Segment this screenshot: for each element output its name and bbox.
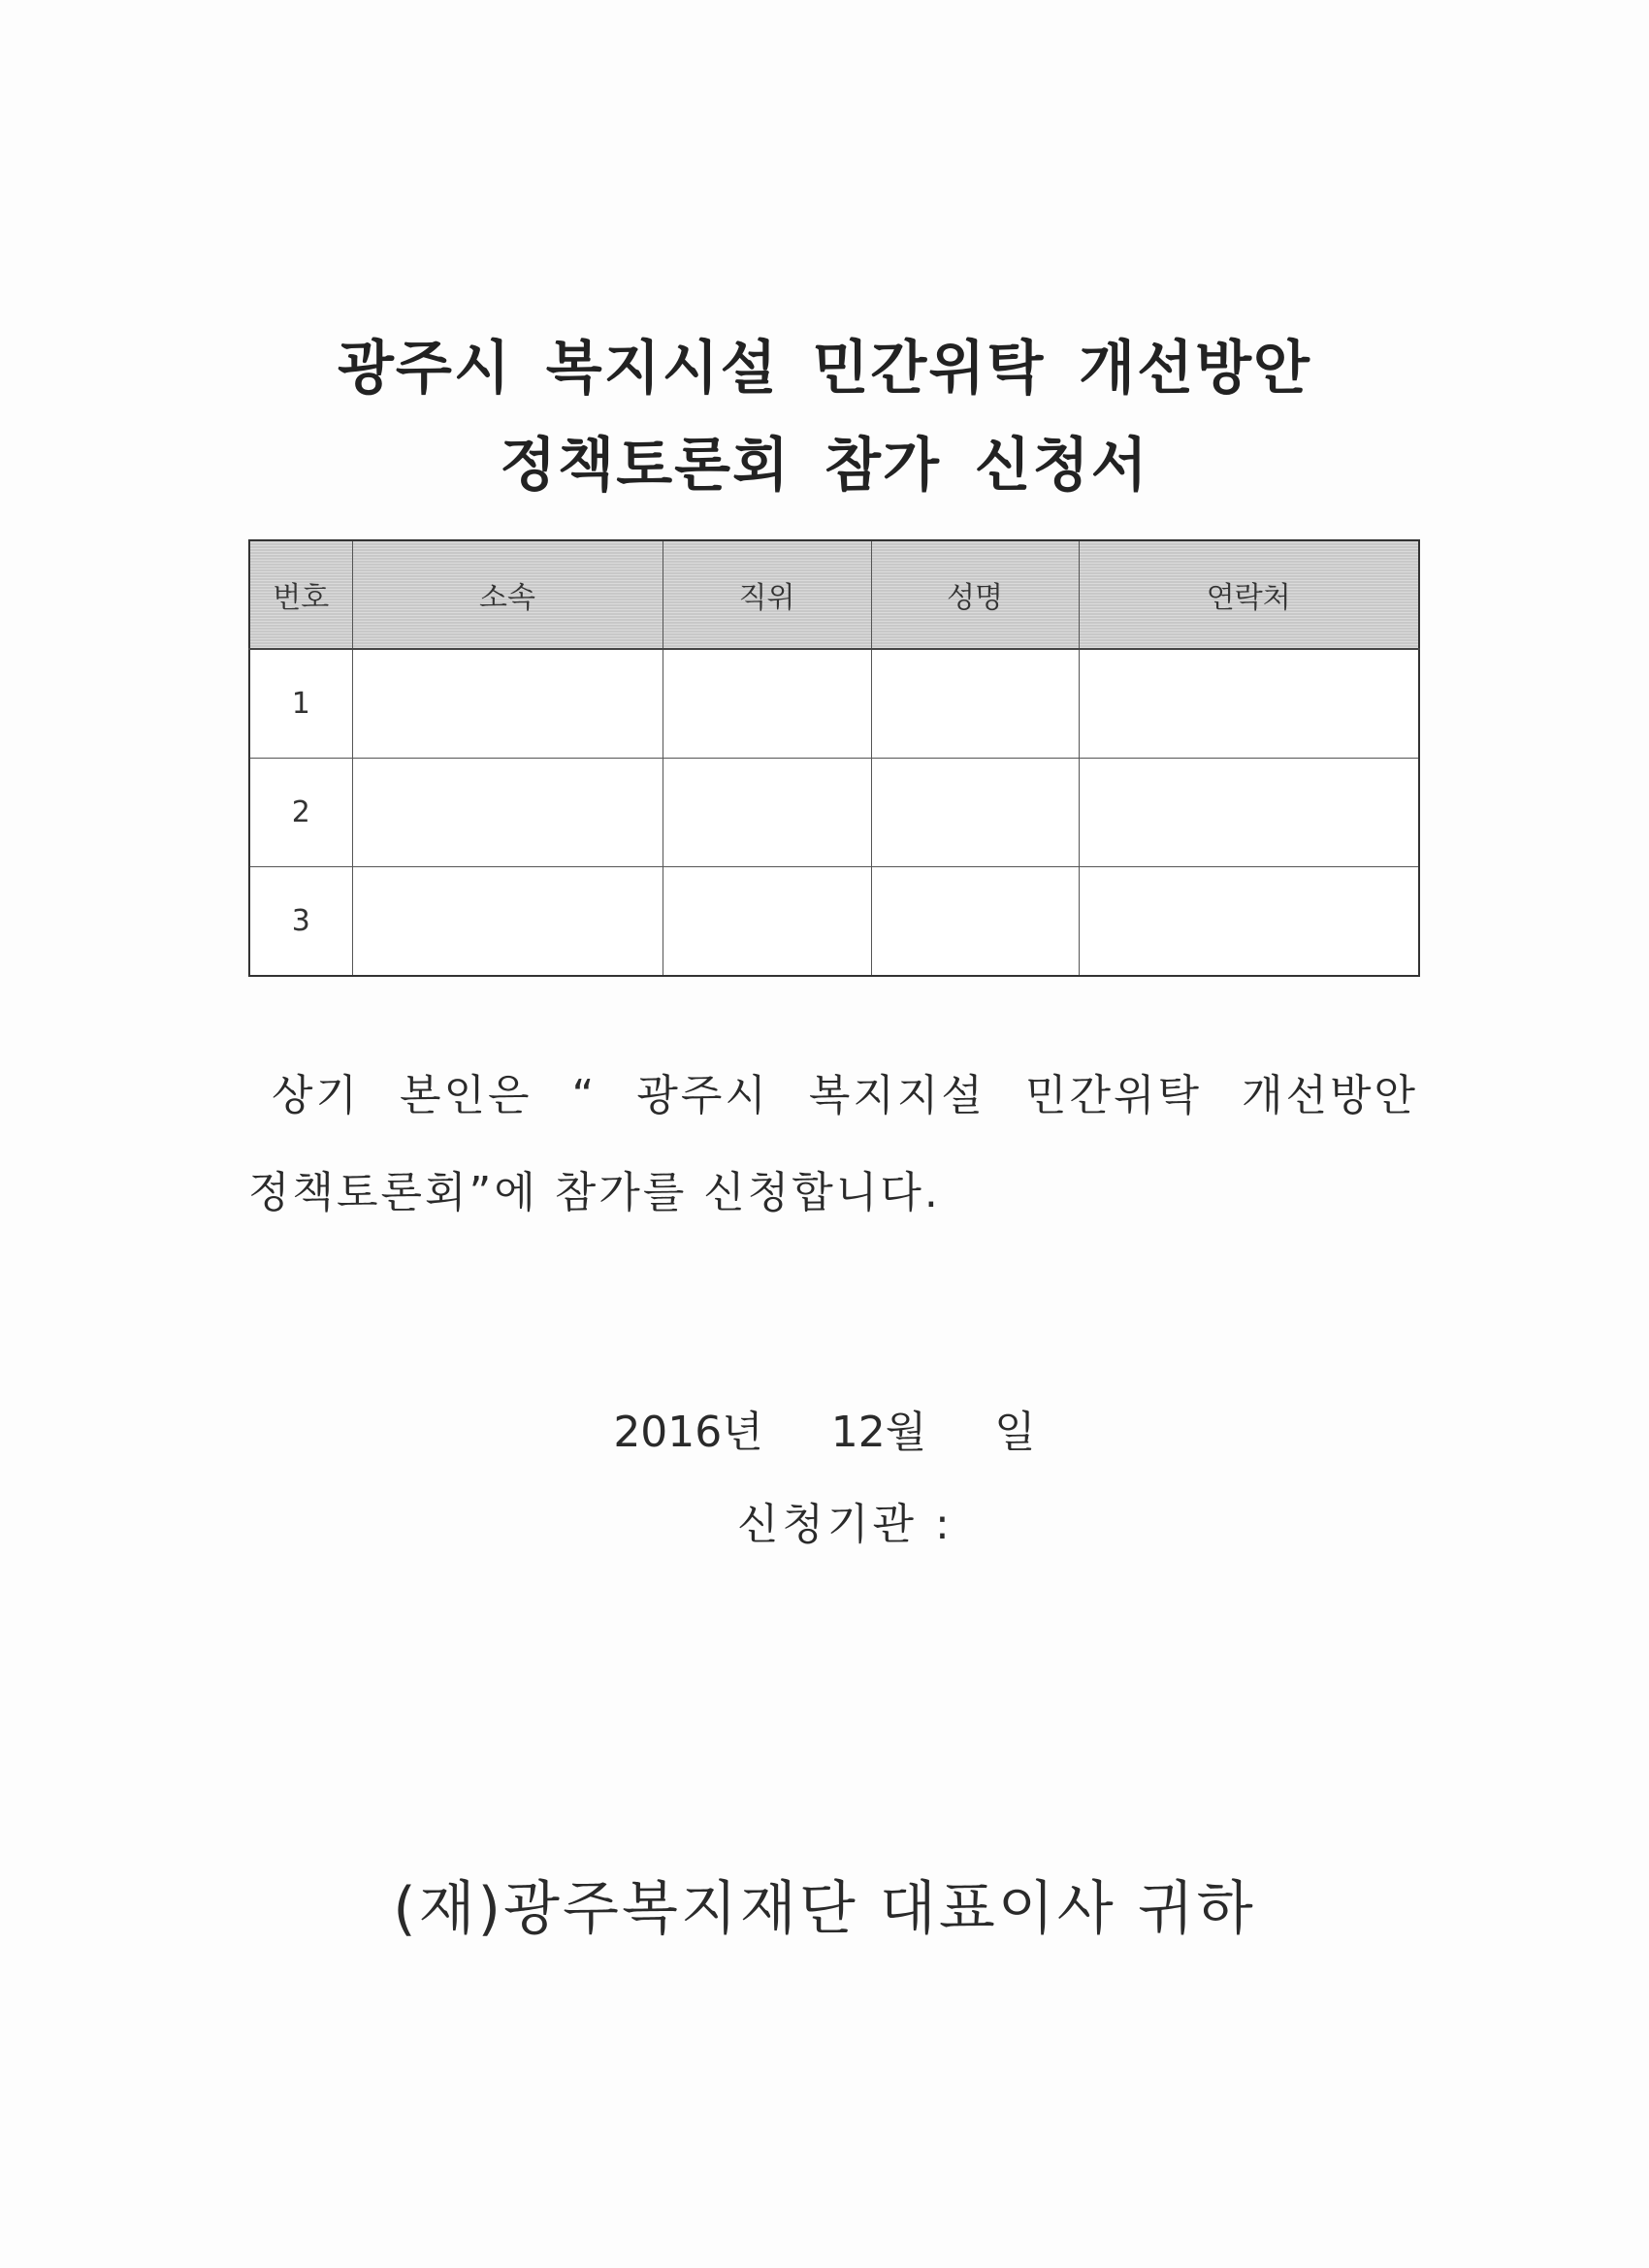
header-number: 번호	[249, 540, 352, 649]
position-cell[interactable]	[663, 867, 871, 977]
title-line-2: 정책토론회 참가 신청서	[500, 432, 1149, 500]
form-title	[0, 320, 1649, 514]
addressee: (재)광주복지재단 대표이사 귀하	[393, 1875, 1256, 1943]
affiliation-cell[interactable]	[352, 649, 663, 759]
row-number: 3	[249, 867, 352, 977]
table-header-row	[249, 540, 1419, 649]
header-position: 직위	[663, 540, 871, 649]
affiliation-cell[interactable]	[352, 759, 663, 867]
table-row	[249, 759, 1419, 867]
header-name: 성명	[871, 540, 1079, 649]
row-number: 1	[249, 649, 352, 759]
contact-cell[interactable]	[1079, 759, 1419, 867]
statement-line-2: 정책토론회”에 참가를 신청합니다.	[248, 1168, 941, 1217]
application-date	[0, 1397, 1649, 1459]
application-statement	[248, 1048, 1418, 1242]
contact-cell[interactable]	[1079, 649, 1419, 759]
position-cell[interactable]	[663, 649, 871, 759]
header-contact: 연락처	[1079, 540, 1419, 649]
participant-table	[248, 539, 1420, 977]
date-year: 2016년	[613, 1408, 763, 1457]
header-affiliation: 소속	[352, 540, 663, 649]
name-cell[interactable]	[871, 759, 1079, 867]
table-row	[249, 867, 1419, 977]
position-cell[interactable]	[663, 759, 871, 867]
name-cell[interactable]	[871, 649, 1079, 759]
contact-cell[interactable]	[1079, 867, 1419, 977]
row-number: 2	[249, 759, 352, 867]
date-day: 일	[994, 1408, 1036, 1457]
statement-line-1: 상기 본인은 “ 광주시 복지지설 민간위탁 개선방안	[272, 1071, 1418, 1120]
applicant-organization-label: 신청기관 :	[737, 1500, 954, 1549]
name-cell[interactable]	[871, 867, 1079, 977]
date-month: 12월	[830, 1408, 927, 1457]
affiliation-cell[interactable]	[352, 867, 663, 977]
table-row	[249, 649, 1419, 759]
title-line-1: 광주시 복지시설 민간위탁 개선방안	[337, 335, 1312, 403]
